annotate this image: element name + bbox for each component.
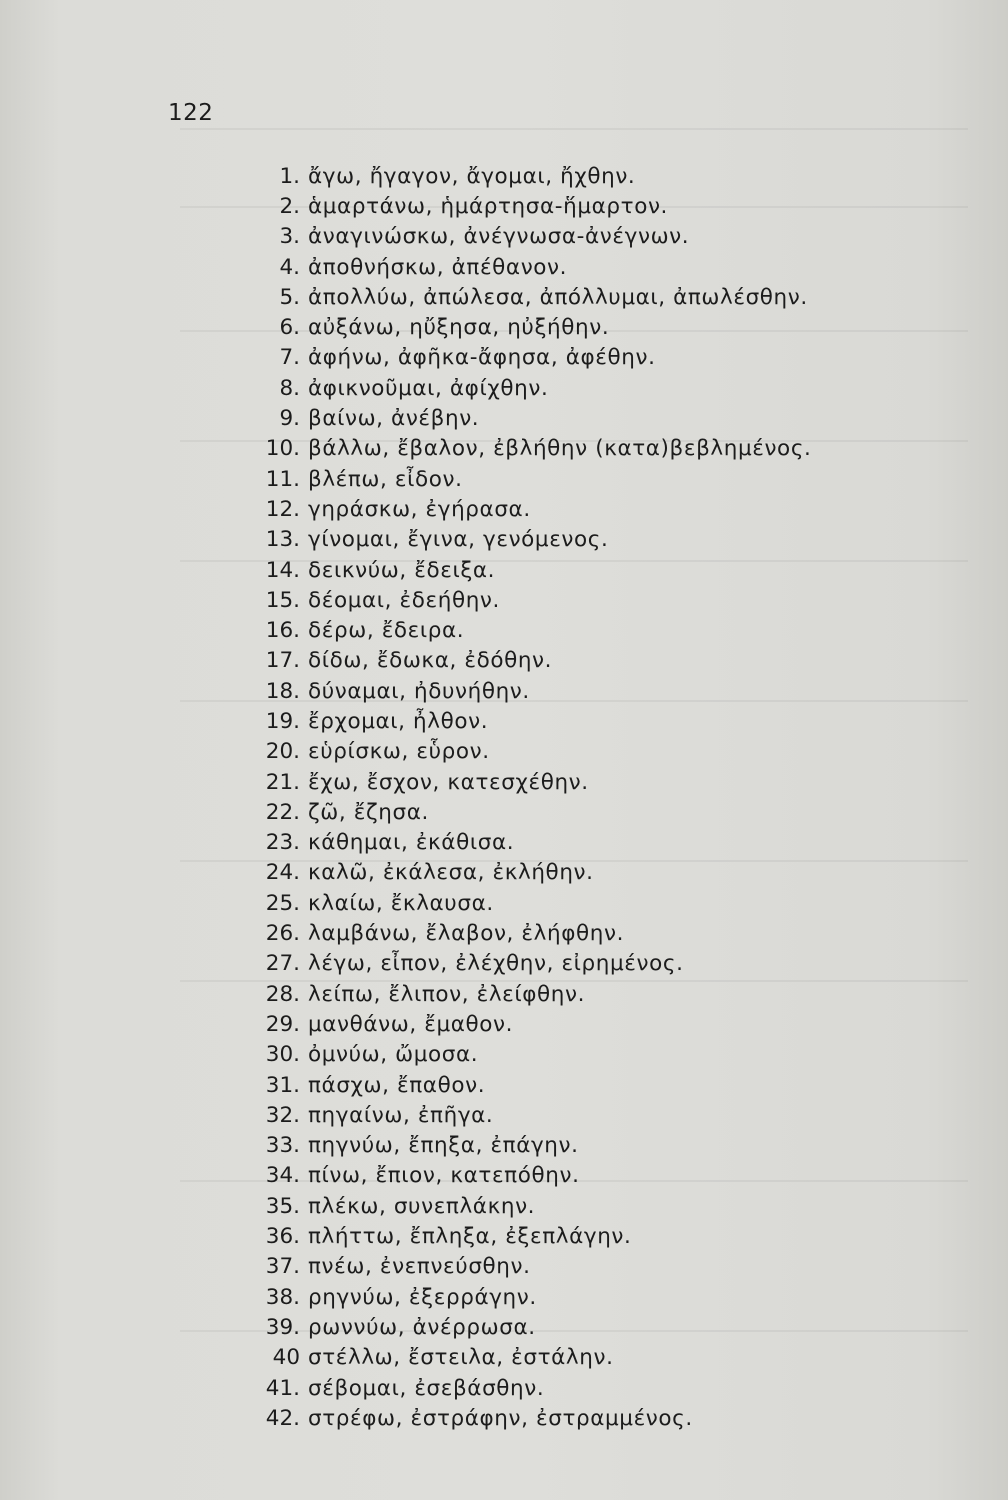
list-item <box>252 282 811 312</box>
entry-number: 5. <box>279 284 300 310</box>
entry-number: 27. <box>265 951 300 977</box>
entry-number: 10. <box>265 436 300 462</box>
verb-list <box>252 161 811 1433</box>
entry-number: 7. <box>279 345 300 371</box>
entry-number: 22. <box>265 799 300 825</box>
entry-text: ἁμαρτάνω, ἡμάρτησα-ἥμαρτον. <box>308 193 668 219</box>
entry-text: μανθάνω, ἔμαθον. <box>308 1011 514 1037</box>
page-number: 122 <box>168 100 214 126</box>
list-item <box>252 767 811 797</box>
entry-text: δέομαι, ἐδεήθην. <box>308 587 500 613</box>
entry-number: 18. <box>265 678 300 704</box>
entry-text: βλέπω, εἶδον. <box>308 466 463 492</box>
list-item <box>252 858 811 888</box>
entry-number: 33. <box>265 1133 300 1159</box>
entry-text: ἀπολλύω, ἀπώλεσα, ἀπόλλυμαι, ἀπωλέσθην. <box>308 284 808 310</box>
list-item <box>252 1161 811 1191</box>
entry-text: ἀποθνήσκω, ἀπέθανον. <box>308 254 568 280</box>
list-item <box>252 161 811 191</box>
entry-text: γίνομαι, ἔγινα, γενόμενος. <box>308 527 609 553</box>
entry-text: πηγνύω, ἔπηξα, ἐπάγην. <box>308 1133 579 1159</box>
list-item <box>252 1373 811 1403</box>
entry-number: 4. <box>279 254 300 280</box>
entry-text: λείπω, ἔλιπον, ἐλείφθην. <box>308 981 586 1007</box>
entry-text: κλαίω, ἔκλαυσα. <box>308 890 494 916</box>
entry-number: 6. <box>279 315 300 341</box>
list-item <box>252 585 811 615</box>
list-item <box>252 737 811 767</box>
entry-text: πηγαίνω, ἐπῆγα. <box>308 1102 494 1128</box>
entry-text: ἀφήνω, ἀφῆκα-ἄφησα, ἀφέθην. <box>308 345 656 371</box>
entry-number: 2. <box>279 193 300 219</box>
entry-text: γηράσκω, ἐγήρασα. <box>308 496 531 522</box>
entry-text: βάλλω, ἔβαλον, ἐβλήθην (κατα)βεβλημένος. <box>308 436 812 462</box>
entry-text: κάθημαι, ἐκάθισα. <box>308 830 515 856</box>
list-item <box>252 464 811 494</box>
entry-text: ρηγνύω, ἐξερράγην. <box>308 1284 537 1310</box>
entry-number: 28. <box>265 981 300 1007</box>
list-item <box>252 918 811 948</box>
list-item <box>252 1009 811 1039</box>
entry-number: 30. <box>265 1042 300 1068</box>
list-item <box>252 1070 811 1100</box>
list-item <box>252 222 811 252</box>
entry-text: αὐξάνω, ηὔξησα, ηὐξήθην. <box>308 315 610 341</box>
entry-text: λέγω, εἶπον, ἐλέχθην, εἰρημένος. <box>308 951 684 977</box>
entry-text: εὑρίσκω, εὗρον. <box>308 739 490 765</box>
list-item <box>252 403 811 433</box>
list-item <box>252 343 811 373</box>
entry-text: ἀφικνοῦμαι, ἀφίχθην. <box>308 375 549 401</box>
entry-text: πίνω, ἔπιον, κατεπόθην. <box>308 1163 580 1189</box>
entry-number: 39. <box>265 1314 300 1340</box>
entry-text: πλέκω, συνεπλάκην. <box>308 1193 536 1219</box>
entry-text: δύναμαι, ἠδυνήθην. <box>308 678 530 704</box>
entry-number: 14. <box>265 557 300 583</box>
entry-number: 36. <box>265 1224 300 1250</box>
entry-text: δίδω, ἔδωκα, ἐδόθην. <box>308 648 553 674</box>
list-item <box>252 1100 811 1130</box>
entry-number: 42. <box>265 1405 300 1431</box>
list-item <box>252 1343 811 1373</box>
entry-text: ἔρχομαι, ἦλθον. <box>308 708 489 734</box>
entry-text: στρέφω, ἐστράφην, ἐστραμμένος. <box>308 1405 693 1431</box>
list-item <box>252 888 811 918</box>
entry-text: στέλλω, ἔστειλα, ἐστάλην. <box>308 1345 614 1371</box>
entry-number: 35. <box>265 1193 300 1219</box>
entry-number: 9. <box>279 406 300 432</box>
list-item <box>252 979 811 1009</box>
entry-text: πάσχω, ἔπαθον. <box>308 1072 486 1098</box>
entry-number: 13. <box>265 527 300 553</box>
entry-text: ἀναγινώσκω, ἀνέγνωσα-ἀνέγνων. <box>308 224 690 250</box>
list-item <box>252 1191 811 1221</box>
entry-number: 1. <box>279 163 300 189</box>
bleed-through-line <box>180 128 968 130</box>
list-item <box>252 1312 811 1342</box>
list-item <box>252 494 811 524</box>
entry-number: 12. <box>265 496 300 522</box>
list-item <box>252 646 811 676</box>
entry-number: 31. <box>265 1072 300 1098</box>
entry-number: 15. <box>265 587 300 613</box>
entry-text: ρωννύω, ἀνέρρωσα. <box>308 1314 536 1340</box>
list-item <box>252 828 811 858</box>
list-item <box>252 373 811 403</box>
entry-number: 41. <box>265 1375 300 1401</box>
entry-text: ζῶ, ἔζησα. <box>308 799 429 825</box>
list-item <box>252 555 811 585</box>
entry-number: 24. <box>265 860 300 886</box>
list-item <box>252 949 811 979</box>
list-item <box>252 525 811 555</box>
entry-number: 38. <box>265 1284 300 1310</box>
list-item <box>252 676 811 706</box>
entry-text: καλῶ, ἐκάλεσα, ἐκλήθην. <box>308 860 594 886</box>
entry-number: 11. <box>265 466 300 492</box>
entry-number: 20. <box>265 739 300 765</box>
entry-number: 17. <box>265 648 300 674</box>
entry-number: 19. <box>265 708 300 734</box>
entry-number: 40 <box>272 1345 300 1371</box>
entry-text: δεικνύω, ἔδειξα. <box>308 557 496 583</box>
entry-number: 23. <box>265 830 300 856</box>
entry-text: ἄγω, ἤγαγον, ἄγομαι, ἤχθην. <box>308 163 636 189</box>
list-item <box>252 1403 811 1433</box>
entry-text: λαμβάνω, ἔλαβον, ἐλήφθην. <box>308 921 624 947</box>
entry-text: δέρω, ἔδειρα. <box>308 618 465 644</box>
entry-number: 34. <box>265 1163 300 1189</box>
entry-number: 25. <box>265 890 300 916</box>
entry-text: σέβομαι, ἐσεβάσθην. <box>308 1375 545 1401</box>
list-item <box>252 191 811 221</box>
entry-text: ὀμνύω, ὤμοσα. <box>308 1042 479 1068</box>
entry-text: πλήττω, ἔπληξα, ἐξεπλάγην. <box>308 1224 632 1250</box>
list-item <box>252 1040 811 1070</box>
entry-number: 37. <box>265 1254 300 1280</box>
entry-number: 3. <box>279 224 300 250</box>
list-item <box>252 1252 811 1282</box>
entry-number: 21. <box>265 769 300 795</box>
entry-number: 16. <box>265 618 300 644</box>
list-item <box>252 797 811 827</box>
list-item <box>252 706 811 736</box>
list-item <box>252 252 811 282</box>
entry-text: πνέω, ἐνεπνεύσθην. <box>308 1254 531 1280</box>
entry-number: 29. <box>265 1011 300 1037</box>
list-item <box>252 1282 811 1312</box>
list-item <box>252 1131 811 1161</box>
entry-number: 32. <box>265 1102 300 1128</box>
list-item <box>252 434 811 464</box>
list-item <box>252 312 811 342</box>
list-item <box>252 615 811 645</box>
entry-number: 8. <box>279 375 300 401</box>
entry-text: ἔχω, ἔσχον, κατεσχέθην. <box>308 769 589 795</box>
list-item <box>252 1221 811 1251</box>
entry-text: βαίνω, ἀνέβην. <box>308 406 480 432</box>
entry-number: 26. <box>265 921 300 947</box>
